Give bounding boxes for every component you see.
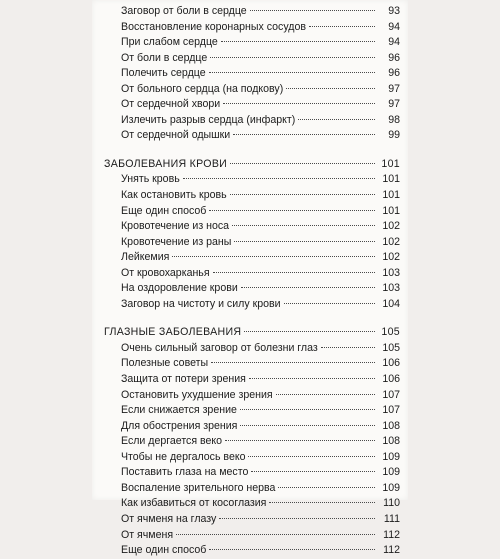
toc-entry-title: От сердечной одышки [121, 129, 231, 142]
toc-page-number: 101 [382, 189, 400, 202]
toc-entry-title: Еще один способ [121, 544, 207, 557]
dot-leader [251, 471, 375, 472]
toc-page-number: 101 [382, 204, 400, 217]
toc-page-number: 102 [382, 220, 400, 233]
toc-entry [104, 465, 400, 481]
toc-entry [104, 481, 400, 497]
toc-entry [104, 341, 400, 357]
toc-section-heading [104, 157, 400, 173]
dot-leader [269, 502, 375, 503]
toc-page-number: 105 [381, 326, 400, 339]
toc-entry [104, 235, 400, 251]
toc-entry [104, 20, 400, 36]
toc-page-number: 103 [382, 282, 400, 295]
toc-page-number: 97 [388, 82, 400, 95]
dot-leader [219, 518, 375, 519]
toc-entry [104, 35, 400, 51]
dot-leader [233, 134, 375, 135]
toc-entry-title: Поставить глаза на место [121, 466, 249, 479]
toc-page-number: 109 [382, 481, 400, 494]
toc-page-number: 106 [382, 373, 400, 386]
toc-entry-title: Как избавиться от косоглазия [121, 497, 267, 510]
toc-entry-title: Лейкемия [121, 251, 170, 264]
toc-entry-title: От боли в сердце [121, 51, 208, 64]
toc-entry-title: От кровохарканья [121, 266, 210, 279]
toc-entry-title: От больного сердца (на подкову) [121, 82, 284, 95]
toc-entry [104, 250, 400, 266]
toc-entry-title: Еще один способ [121, 204, 207, 217]
toc-entry-title: Восстановление коронарных сосудов [121, 20, 306, 33]
toc-entry [104, 543, 400, 559]
toc-page-number: 109 [382, 450, 400, 463]
toc-entry-title: Кровотечение из носа [121, 220, 230, 233]
dot-leader [321, 347, 375, 348]
dot-leader [223, 103, 375, 104]
toc-entry [104, 356, 400, 372]
toc-entry-title: Защита от потери зрения [121, 373, 246, 386]
toc-entry-title: Для обострения зрения [121, 419, 238, 432]
dot-leader [309, 26, 375, 27]
dot-leader [241, 287, 375, 288]
dot-leader [249, 378, 375, 379]
toc-entry [104, 188, 400, 204]
toc-entry [104, 450, 400, 466]
toc-page-number: 105 [382, 341, 400, 354]
toc-page-number: 94 [388, 36, 400, 49]
toc-entry [104, 496, 400, 512]
dot-leader [183, 178, 375, 179]
toc-entry [104, 204, 400, 220]
toc-page-number: 102 [382, 235, 400, 248]
toc-entry-title: Кровотечение из раны [121, 235, 232, 248]
toc-page-number: 107 [382, 404, 400, 417]
dot-leader [209, 210, 375, 211]
toc-entry-title: Полезные советы [121, 357, 209, 370]
toc-section-heading [104, 325, 400, 341]
dot-leader [213, 272, 375, 273]
toc-page-number: 112 [383, 528, 400, 541]
dot-leader [230, 163, 375, 164]
toc-page-number: 99 [388, 129, 400, 142]
dot-leader [210, 57, 375, 58]
dot-leader [298, 119, 375, 120]
dot-leader [172, 256, 375, 257]
toc-page-number: 111 [383, 512, 400, 525]
toc-page-number: 96 [388, 67, 400, 80]
toc-entry-title: Если снижается зрение [121, 404, 237, 417]
toc-entry-title: От ячменя [121, 528, 174, 541]
toc-entry-title: Остановить ухудшение зрения [121, 388, 273, 401]
toc-page-number: 110 [383, 497, 400, 510]
toc-page-number: 104 [382, 297, 400, 310]
toc-page-number: 107 [382, 388, 400, 401]
toc-entry-title: ЗАБОЛЕВАНИЯ КРОВИ [104, 157, 228, 170]
toc-entry-title: Заговор от боли в сердце [121, 5, 247, 17]
toc-entry-title: Полечить сердце [121, 67, 206, 80]
toc-entry [104, 281, 400, 297]
dot-leader [244, 331, 375, 332]
toc-entry-title: Унять кровь [121, 173, 180, 186]
toc-page-number: 108 [382, 419, 400, 432]
toc-entry [104, 113, 400, 129]
toc-entry [104, 51, 400, 67]
toc-page-number: 109 [382, 466, 400, 479]
toc-entry [104, 128, 400, 144]
section-spacer [104, 144, 400, 157]
toc-entry [104, 434, 400, 450]
toc-entry-title: Если дергается веко [121, 435, 223, 448]
dot-leader [276, 394, 375, 395]
toc-page-number: 96 [388, 51, 400, 64]
toc-entry-title: Заговор на чистоту и силу крови [121, 297, 281, 310]
dot-leader [240, 425, 375, 426]
toc-entry-title: Как остановить кровь [121, 189, 227, 202]
toc-entry [104, 66, 400, 82]
dot-leader [225, 440, 375, 441]
toc-entry [104, 266, 400, 282]
toc-entry [104, 388, 400, 404]
toc-entry [104, 528, 400, 544]
dot-leader [240, 409, 375, 410]
dot-leader [284, 303, 375, 304]
toc-entry-title: Чтобы не дергалось веко [121, 450, 246, 463]
toc-page-number: 112 [383, 544, 400, 557]
toc-entry [104, 403, 400, 419]
section-spacer [104, 312, 400, 325]
toc-entry-title: Излечить разрыв сердца (инфаркт) [121, 113, 296, 126]
toc-entry-title: От сердечной хвори [121, 98, 221, 111]
dot-leader [248, 456, 375, 457]
dot-leader [234, 241, 375, 242]
toc-entry-title: ГЛАЗНЫЕ ЗАБОЛЕВАНИЯ [104, 326, 242, 339]
dot-leader [176, 534, 375, 535]
dot-leader [211, 362, 375, 363]
toc-entry [104, 297, 400, 313]
toc-entry-title: Воспаление зрительного нерва [121, 481, 276, 494]
toc-entry-title: От ячменя на глазу [121, 512, 217, 525]
toc-page-number: 93 [388, 5, 400, 17]
toc-page-number: 97 [388, 98, 400, 111]
dot-leader [286, 88, 375, 89]
toc-entry [104, 97, 400, 113]
toc-page-number: 102 [382, 251, 400, 264]
table-of-contents [104, 4, 400, 559]
dot-leader [221, 41, 375, 42]
toc-page-number: 103 [382, 266, 400, 279]
dot-leader [278, 487, 375, 488]
toc-entry [104, 219, 400, 235]
toc-entry-title: На оздоровление крови [121, 282, 238, 295]
toc-entry [104, 4, 400, 20]
toc-entry [104, 372, 400, 388]
toc-page-number: 101 [381, 157, 400, 170]
dot-leader [209, 72, 375, 73]
toc-page-number: 94 [388, 20, 400, 33]
toc-page-number: 101 [382, 173, 400, 186]
dot-leader [250, 10, 375, 11]
dot-leader [232, 225, 375, 226]
toc-page-number: 106 [382, 357, 400, 370]
toc-entry [104, 172, 400, 188]
dot-leader [209, 549, 375, 550]
dot-leader [230, 194, 375, 195]
toc-page-number: 108 [382, 435, 400, 448]
toc-entry [104, 512, 400, 528]
toc-entry [104, 82, 400, 98]
toc-entry-title: При слабом сердце [121, 36, 218, 49]
toc-page-number: 98 [388, 113, 400, 126]
toc-entry [104, 419, 400, 435]
toc-entry-title: Очень сильный заговор от болезни глаз [121, 341, 318, 354]
